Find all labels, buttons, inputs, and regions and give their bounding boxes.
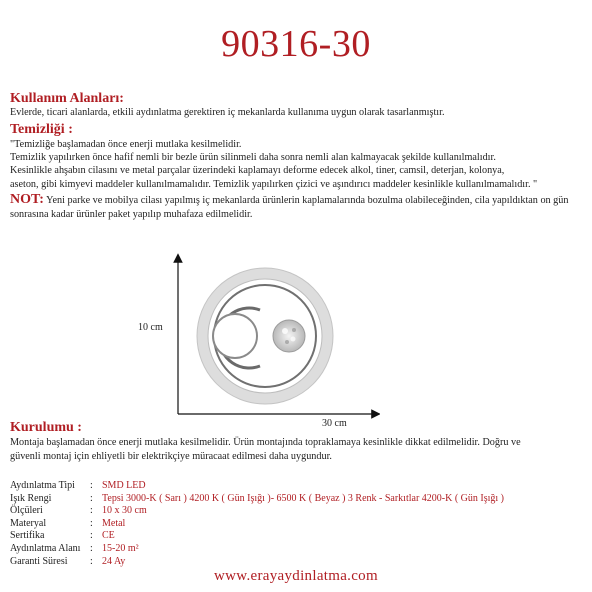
spec-key: Materyal [10, 517, 47, 529]
spec-value: SMD LED [102, 480, 146, 491]
spec-value: 24 Ay [102, 555, 126, 567]
usage-heading: Kullanım Alanları: [10, 91, 124, 106]
spec-value: CE [102, 530, 115, 542]
spec-separator: : [90, 555, 93, 567]
spec-separator: : [90, 517, 93, 529]
installation-line: Montaja başlamadan önce enerji mutlaka kesilmelidir. Ürün montajında topraklamaya kesinlikle dikkat edilmelidir. Doğru ve [10, 437, 521, 448]
cleaning-text [10, 138, 585, 191]
product-dimension-diagram [150, 252, 380, 422]
installation-heading: Kurulumu : [10, 420, 82, 435]
spec-table [10, 480, 504, 568]
note-block [10, 193, 585, 221]
crystal-ornament [273, 320, 305, 352]
cleaning-heading: Temizliği : [10, 122, 73, 137]
note-heading: NOT: [10, 192, 44, 207]
cleaning-line: Temizlik yapılırken önce hafif nemli bir bezle ürün silinmeli daha sonra nemli alan kalmayacak şekilde kullanılmalıdır. [10, 152, 496, 164]
spec-value: 15-20 m² [102, 542, 139, 554]
spec-row [10, 530, 504, 543]
product-illustration [150, 252, 380, 422]
spec-row [10, 556, 504, 569]
spec-key: Garanti Süresi [10, 555, 68, 567]
usage-text: Evlerde, ticari alanlarda, etkili aydınlatma gerektiren iç mekanlarda kullanıma uygun olarak tasarlanmıştır. [10, 107, 445, 118]
inner-circle [213, 314, 257, 358]
spec-separator: : [90, 492, 93, 504]
width-label: 30 cm [322, 418, 347, 429]
spec-row [10, 480, 504, 493]
spec-row [10, 518, 504, 531]
spec-row [10, 493, 504, 506]
spec-key: Ölçüleri [10, 505, 43, 517]
spec-separator: : [90, 530, 93, 542]
spec-separator: : [90, 542, 93, 554]
installation-text [10, 436, 585, 464]
cleaning-line: aseton, gibi kimyevi maddeler kullanılmamalıdır. Temizlik yapılırken çizici ve aşındırıcı maddeler kesinlikle kullanılmamalıdır. " [10, 178, 538, 190]
spec-separator: : [90, 480, 93, 491]
height-label: 10 cm [138, 322, 163, 333]
website-link[interactable]: www.erayaydinlatma.com [214, 568, 378, 584]
spec-separator: : [90, 505, 93, 517]
spec-row [10, 505, 504, 518]
product-code-title: 90316-30 [221, 23, 371, 65]
spec-value: Metal [102, 517, 126, 529]
spec-key: Aydınlatma Alanı [10, 542, 81, 554]
spec-key: Sertifika [10, 530, 45, 542]
spec-row [10, 543, 504, 556]
cleaning-line: Kesinlikle ahşabın cilasını ve metal parçalar üzerindeki kaplamayı deforme edecek alkol, tiner, camsil, deterjan, kolonya, [10, 165, 505, 177]
spec-key: Aydınlatma Tipi [10, 480, 75, 491]
installation-line: güvenli montaj için ehliyetli bir elektrikçiye müracaat edilmesi daha uygundur. [10, 451, 332, 462]
spec-value: 10 x 30 cm [102, 505, 147, 517]
cleaning-line: "Temizliğe başlamadan önce enerji mutlaka kesilmelidir. [10, 139, 242, 150]
note-text: Yeni parke ve mobilya cilası yapılmış iç mekanlarda ürünlerin kaplamalarında bozulma olabileceğinden, cila yapıldıktan on gün sonrasına kadar ürünler paket yapılıp muhafaza edilmelidir. [10, 195, 569, 220]
spec-value: Tepsi 3000-K ( Sarı ) 4200 K ( Gün Işığı )- 6500 K ( Beyaz ) 3 Renk - Sarkıtlar 4200-K ( Gün Işığı ) [102, 492, 505, 504]
spec-key: Işık Rengi [10, 492, 52, 504]
